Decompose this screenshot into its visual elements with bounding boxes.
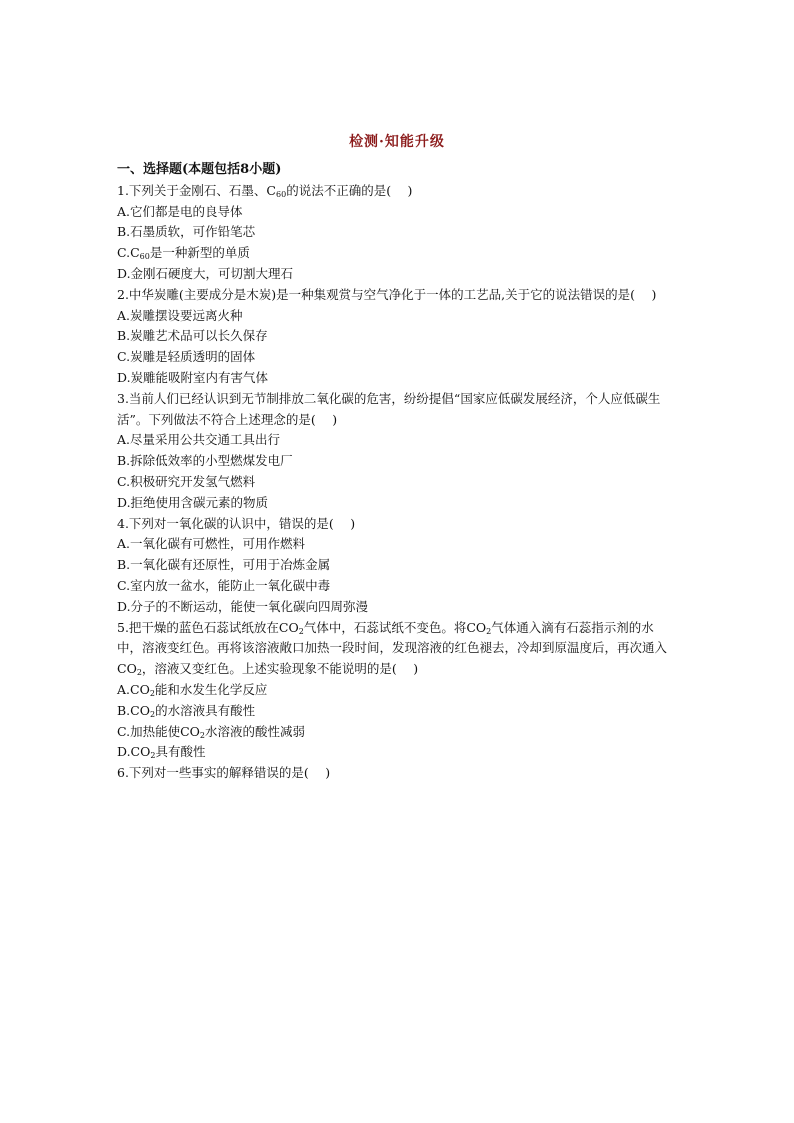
subscript: 60 bbox=[276, 189, 287, 199]
subscript: 2 bbox=[486, 626, 492, 636]
question-5-option-a bbox=[117, 680, 677, 701]
question-4-stem: 4.下列对一氧化碳的认识中，错误的是( ) bbox=[117, 515, 356, 531]
question-3-option-d: D.拒绝使用含碳元素的物质 bbox=[117, 494, 269, 510]
option-text-end: 的水溶液具有酸性 bbox=[155, 702, 256, 718]
option-text: C.C bbox=[117, 245, 140, 261]
page-title: 检测·知能升级 bbox=[349, 134, 445, 150]
question-5-stem bbox=[117, 618, 677, 680]
question-5-option-d bbox=[117, 742, 677, 763]
question-1-option-b: B.石墨质软，可作铅笔芯 bbox=[117, 224, 256, 240]
subscript: 2 bbox=[136, 668, 142, 678]
question-4-option-a: A.一氧化碳有可燃性，可用作燃料 bbox=[117, 536, 306, 552]
option-text: D.CO bbox=[117, 744, 151, 760]
question-3-stem: 3.当前人们已经认识到无节制排放二氧化碳的危害，纷纷提倡“国家应低碳发展经济，个人应低碳生活”。下列做法不符合上述理念的是( ) bbox=[117, 390, 661, 427]
question-2-option-c: C.炭雕是轻质透明的固体 bbox=[117, 349, 256, 365]
section-heading: 一、选择题(本题包括8小题) bbox=[117, 162, 282, 177]
question-5-text-3: 气体通入滴有石蕊指示剂的水中，溶液变红色。再将该溶液敞口加热一段时间，发现溶液的红色褪去，冷却到原温度后，再次通入CO bbox=[117, 619, 668, 677]
subscript: 2 bbox=[199, 730, 205, 740]
option-text-end: 具有酸性 bbox=[155, 744, 206, 760]
option-text: B.CO bbox=[117, 702, 150, 718]
option-text-end: 水溶液的酸性减弱 bbox=[205, 723, 306, 739]
question-5-text-2: 气体中，石蕊试纸不变色。将CO bbox=[303, 619, 487, 635]
option-text: A.CO bbox=[117, 681, 150, 697]
question-list bbox=[117, 160, 677, 784]
question-4-option-d: D.分子的不断运动，能使一氧化碳向四周弥漫 bbox=[117, 598, 369, 614]
question-1-option-a: A.它们都是电的良导体 bbox=[117, 203, 243, 219]
question-1-option-d: D.金刚石硬度大，可切割大理石 bbox=[117, 265, 294, 281]
question-3-option-a: A.尽量采用公共交通工具出行 bbox=[117, 432, 281, 448]
question-1-stem bbox=[117, 181, 677, 202]
question-2-option-d: D.炭雕能吸附室内有害气体 bbox=[117, 369, 269, 385]
option-text-end: 能和水发生化学反应 bbox=[154, 681, 268, 697]
question-5-option-b bbox=[117, 701, 677, 722]
question-4-option-b: B.一氧化碳有还原性，可用于冶炼金属 bbox=[117, 557, 331, 573]
option-text: C.加热能使CO bbox=[117, 723, 200, 739]
question-3-option-c: C.积极研究开发氢气燃料 bbox=[117, 473, 256, 489]
option-text-end: 是一种新型的单质 bbox=[149, 245, 250, 261]
question-2-stem: 2.中华炭雕(主要成分是木炭)是一种集观赏与空气净化于一体的工艺品,关于它的说法错误的是( ) bbox=[117, 286, 657, 302]
question-6-stem: 6.下列对一些事实的解释错误的是( ) bbox=[117, 765, 331, 781]
question-5-text-1: 5.把干燥的蓝色石蕊试纸放在CO bbox=[117, 619, 299, 635]
subscript: 2 bbox=[298, 626, 304, 636]
subscript: 2 bbox=[150, 751, 156, 761]
subscript: 60 bbox=[139, 252, 150, 262]
question-1-text: 1.下列关于金刚石、石墨、C bbox=[117, 182, 276, 198]
question-5-option-c bbox=[117, 722, 677, 743]
subscript: 2 bbox=[149, 688, 155, 698]
question-2-option-a: A.炭雕摆设要远离火种 bbox=[117, 307, 243, 323]
question-1-option-c bbox=[117, 243, 677, 264]
question-1-text-end: 的说法不正确的是( ) bbox=[286, 182, 413, 198]
question-2-option-b: B.炭雕艺术品可以长久保存 bbox=[117, 328, 268, 344]
subscript: 2 bbox=[149, 709, 156, 719]
question-5-text-4: ，溶液又变红色。上述实验现象不能说明的是( ) bbox=[141, 661, 419, 677]
question-4-option-c: C.室内放一盆水，能防止一氧化碳中毒 bbox=[117, 577, 331, 593]
question-3-option-b: B.拆除低效率的小型燃煤发电厂 bbox=[117, 453, 293, 469]
